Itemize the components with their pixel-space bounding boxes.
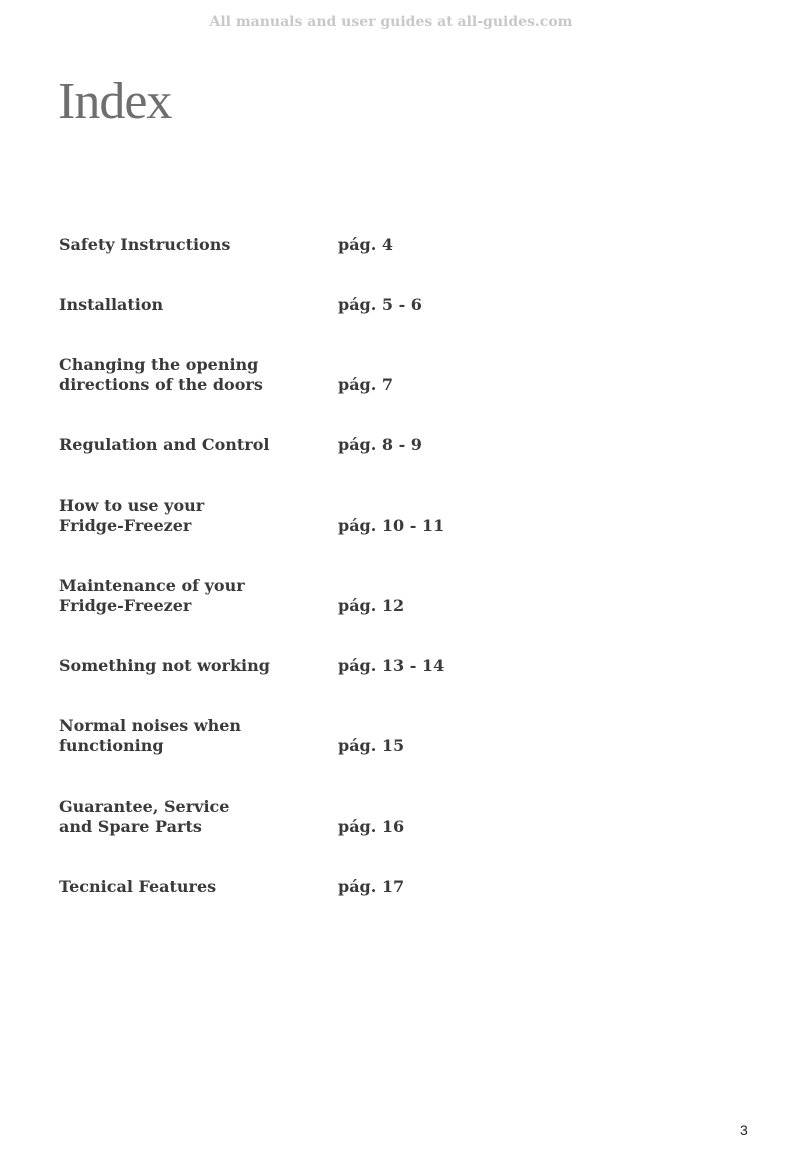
entry-title-line: Guarantee, Service bbox=[59, 797, 230, 816]
entry-page-ref: pág. 12 bbox=[338, 596, 405, 615]
entry-page-ref: pág. 7 bbox=[338, 375, 394, 394]
entry-title bbox=[59, 716, 329, 756]
entry-title-line: Fridge-Freezer bbox=[59, 516, 192, 535]
entry-title bbox=[59, 295, 329, 315]
entry-page-ref: pág. 4 bbox=[338, 235, 394, 254]
entry-title-line: How to use your bbox=[59, 496, 205, 515]
entry-title bbox=[59, 877, 329, 897]
entry-title-line: Tecnical Features bbox=[59, 877, 217, 896]
entry-title-line: directions of the doors bbox=[59, 375, 263, 394]
entry-page-ref: pág. 13 - 14 bbox=[338, 656, 445, 675]
entry-title-line: Safety Instructions bbox=[59, 235, 231, 254]
entry-title-line: Normal noises when bbox=[59, 716, 242, 735]
entry-title-line: and Spare Parts bbox=[59, 817, 202, 836]
entry-page-ref: pág. 8 - 9 bbox=[338, 435, 422, 454]
entry-title-line: Installation bbox=[59, 295, 164, 314]
entry-page-ref: pág. 16 bbox=[338, 817, 405, 836]
entry-title-line: Regulation and Control bbox=[59, 435, 270, 454]
entry-page-ref: pág. 17 bbox=[338, 877, 405, 896]
watermark-link[interactable]: All manuals and user guides at all-guides.com bbox=[209, 14, 573, 30]
entry-page-ref: pág. 5 - 6 bbox=[338, 295, 422, 314]
entry-page-ref: pág. 10 - 11 bbox=[338, 516, 445, 535]
entry-title bbox=[59, 576, 329, 616]
entry-title bbox=[59, 797, 329, 837]
page-number: 3 bbox=[740, 1122, 748, 1138]
entry-title bbox=[59, 656, 329, 676]
entry-title-line: Fridge-Freezer bbox=[59, 596, 192, 615]
page-title: Index bbox=[58, 73, 172, 130]
entry-title bbox=[59, 496, 329, 536]
entry-title bbox=[59, 235, 329, 255]
entry-page-ref: pág. 15 bbox=[338, 736, 405, 755]
entry-title bbox=[59, 435, 329, 455]
entry-title-line: Maintenance of your bbox=[59, 576, 245, 595]
entry-title-line: Changing the opening bbox=[59, 355, 259, 374]
entry-title-line: functioning bbox=[59, 736, 164, 755]
entry-title bbox=[59, 355, 329, 395]
entry-title-line: Something not working bbox=[59, 656, 270, 675]
